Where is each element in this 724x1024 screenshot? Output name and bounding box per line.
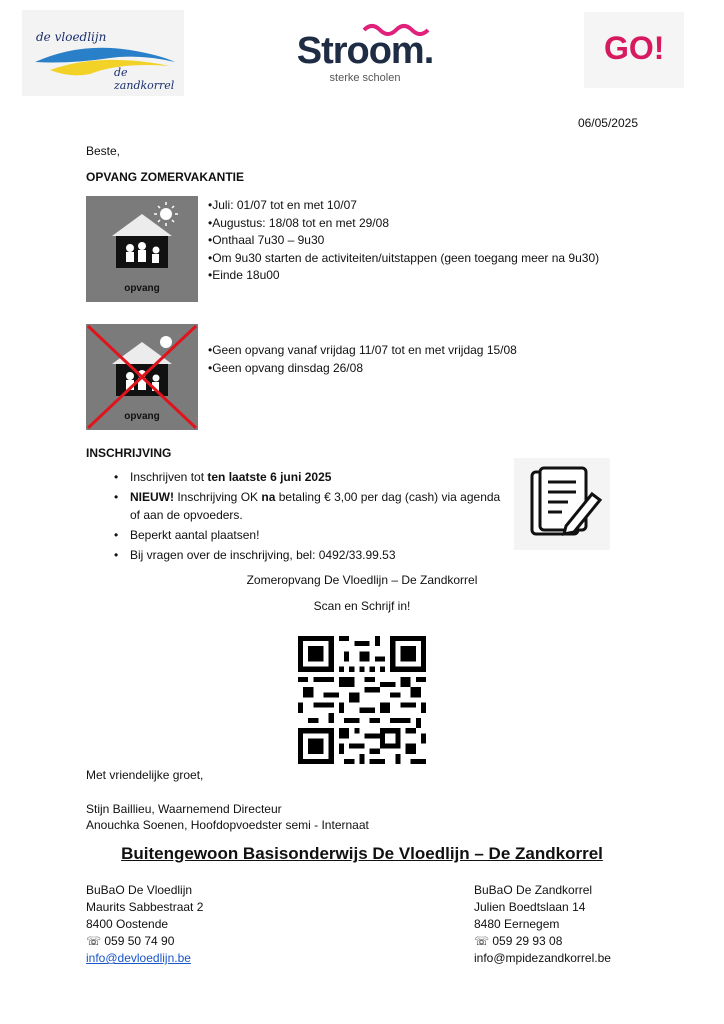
logo-go: [584, 12, 684, 88]
logo-de-vloedlijn: [22, 10, 184, 96]
bullet: •: [114, 528, 119, 542]
no-opvang-image-label: opvang: [124, 411, 160, 422]
list-item: [112, 526, 512, 544]
logo-stroom: [280, 22, 450, 88]
heading-inschrijving: INSCHRIJVING: [86, 446, 172, 460]
address-vloedlijn: [86, 882, 203, 967]
school-name: BuBaO De Vloedlijn: [86, 883, 193, 897]
form-pencil-icon: [514, 458, 610, 550]
list-item: •Onthaal 7u30 – 9u30: [208, 233, 325, 248]
list-item: •Juli: 01/07 tot en met 10/07: [208, 198, 357, 212]
item-text: Inschrijving OK: [174, 490, 262, 504]
item-text: Beperkt aantal plaatsen!: [130, 528, 260, 542]
letter-date: 06/05/2025: [577, 116, 638, 130]
address-zandkorrel: [474, 882, 611, 967]
bullet: •: [114, 490, 119, 504]
greeting: Beste,: [86, 144, 121, 158]
list-item: [112, 468, 512, 486]
stroom-wordmark: Stroom.: [296, 30, 434, 72]
signature-line: Anouchka Soenen, Hoofdopvoedster semi - Internaat: [86, 818, 369, 832]
go-wordmark: GO!: [604, 30, 665, 66]
no-opvang-image: [86, 324, 198, 430]
item-bold: ten laatste 6 juni 2025: [207, 470, 332, 484]
closed-dates-list: [208, 342, 517, 377]
closing-greeting: Met vriendelijke groet,: [86, 768, 204, 782]
center-line-1: Zomeropvang De Vloedlijn – De Zandkorrel: [246, 573, 478, 587]
signup-form-image: [514, 458, 610, 550]
list-item: •Om 9u30 starten de activiteiten/uitstappen (geen toegang meer na 9u30): [208, 250, 600, 265]
school-name: BuBaO De Zandkorrel: [474, 883, 593, 897]
city: 8400 Oostende: [86, 917, 169, 931]
logo-zandkorrel-text: de zandkorrel: [114, 66, 175, 92]
logo-vloedlijn-text: de vloedlijn: [36, 30, 107, 44]
item-bold: na: [261, 490, 276, 504]
list-item: •Augustus: 18/08 tot en met 29/08: [208, 215, 389, 230]
list-item: •Einde 18u00: [208, 268, 280, 283]
city: 8480 Eernegem: [474, 917, 560, 931]
list-item: [112, 488, 512, 524]
street: Julien Boedtslaan 14: [474, 900, 586, 914]
bullet: •: [114, 548, 119, 562]
item-text: Inschrijven tot: [130, 470, 208, 484]
street: Maurits Sabbestraat 2: [86, 900, 204, 914]
item-text: betaling € 3,00 per dag (cash) via agenda of aan de opvoeders.: [130, 490, 501, 522]
list-item: •Geen opvang vanaf vrijdag 11/07 tot en met vrijdag 15/08: [208, 343, 517, 357]
inschrijving-list: [112, 468, 512, 566]
qr-code[interactable]: [298, 636, 426, 764]
list-item: •Geen opvang dinsdag 26/08: [208, 360, 363, 375]
item-text: Bij vragen over de inschrijving, bel: 0492/33.99.53: [130, 548, 396, 562]
signature-line: Stijn Baillieu, Waarnemend Directeur: [86, 802, 282, 816]
stroom-tagline: sterke scholen: [329, 72, 401, 84]
footer-title: Buitengewoon Basisonderwijs De Vloedlijn – De Zandkorrel: [121, 844, 603, 863]
bullet: •: [114, 470, 119, 484]
item-bold: NIEUW!: [130, 490, 174, 504]
opvang-image-label: opvang: [124, 283, 160, 294]
phone: ☏ 059 50 74 90: [86, 934, 175, 948]
center-line-2: Scan en Schrijf in!: [313, 599, 411, 613]
list-item: [112, 546, 512, 564]
email-link[interactable]: info@devloedlijn.be: [86, 951, 191, 965]
opvang-dates-list: [208, 197, 599, 285]
email-text: info@mpidezandkorrel.be: [474, 951, 611, 965]
opvang-image: [86, 196, 198, 302]
heading-opvang: OPVANG ZOMERVAKANTIE: [86, 170, 245, 184]
phone: ☏ 059 29 93 08: [474, 934, 563, 948]
